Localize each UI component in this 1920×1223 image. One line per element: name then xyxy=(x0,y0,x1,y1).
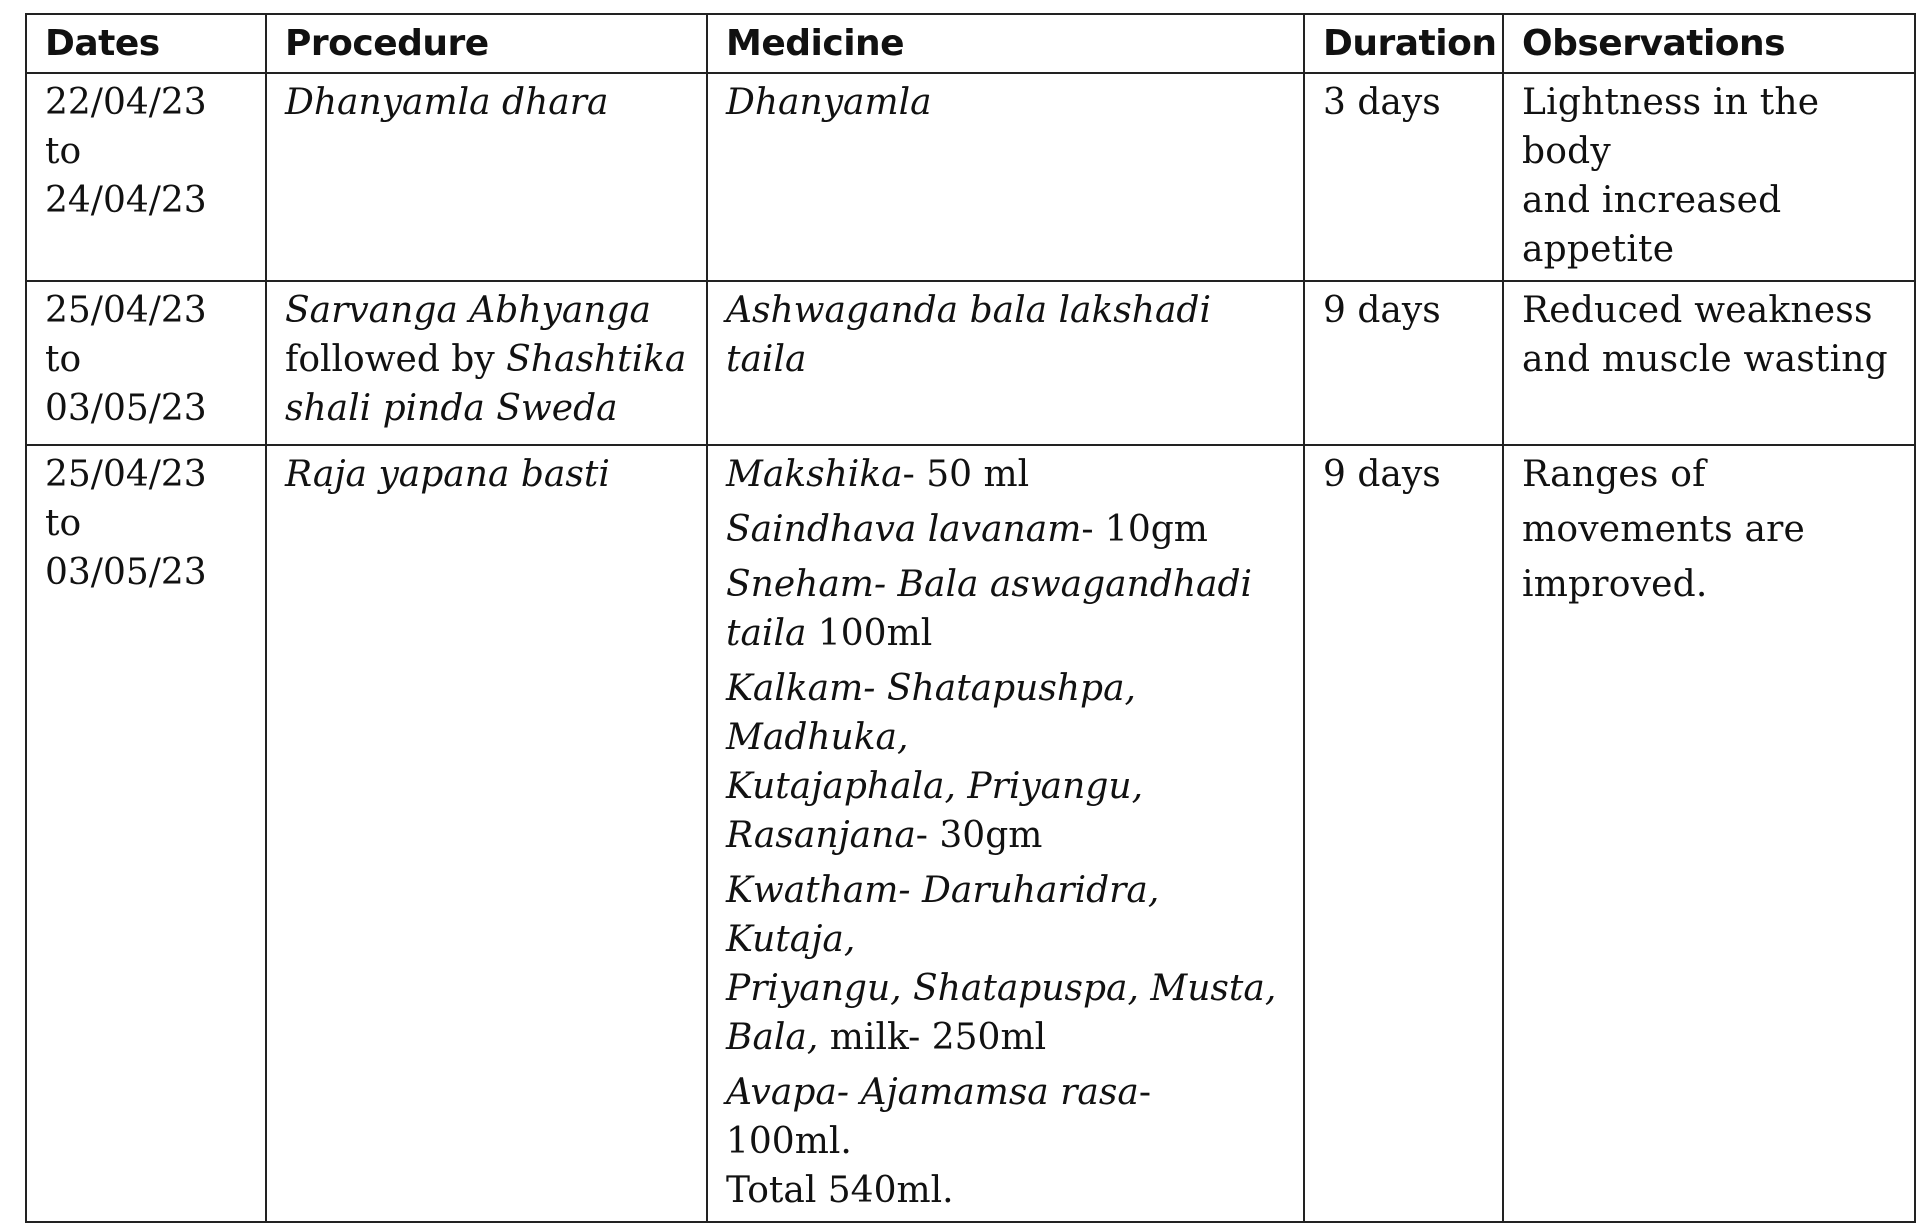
date-from: 25/04/23 xyxy=(45,290,207,331)
medicine-italic: Sneham- Bala aswagandhadi xyxy=(726,564,1253,605)
procedure-text: Sarvanga Abhyanga xyxy=(285,290,651,331)
date-to-word: to xyxy=(45,339,82,380)
medicine-text: Ashwaganda bala lakshadi taila xyxy=(726,290,1211,380)
cell-observations xyxy=(1503,73,1915,281)
cell-duration xyxy=(1304,73,1503,281)
cell-duration xyxy=(1304,281,1503,445)
date-from: 22/04/23 xyxy=(45,82,207,123)
medicine-italic: Bala, xyxy=(726,1017,819,1058)
header-duration: Duration xyxy=(1304,14,1503,73)
date-to-word: to xyxy=(45,503,82,544)
cell-dates xyxy=(26,73,266,281)
observation-line: appetite xyxy=(1522,229,1675,270)
medicine-text: Dhanyamla xyxy=(726,82,932,123)
medicine-item-avapa xyxy=(726,1068,1285,1215)
medicine-italic: Makshika xyxy=(726,454,903,495)
procedure-text: Dhanyamla dhara xyxy=(285,82,609,123)
medicine-italic: Rasanjana xyxy=(726,815,916,856)
procedure-italic: Shashtika xyxy=(506,339,687,380)
observation-line: and muscle wasting xyxy=(1522,339,1888,380)
medicine-italic: Avapa- Ajamamsa rasa xyxy=(726,1072,1139,1113)
procedure-text: shali pinda Sweda xyxy=(285,388,618,429)
medicine-plain: - 10gm xyxy=(1081,509,1208,550)
date-to: 24/04/23 xyxy=(45,180,207,221)
cell-medicine xyxy=(707,445,1304,1222)
cell-procedure xyxy=(266,445,707,1222)
medicine-item-kalkam xyxy=(726,664,1285,860)
duration-text: 3 days xyxy=(1323,82,1441,123)
procedure-text-line xyxy=(285,335,688,384)
treatment-table xyxy=(25,13,1916,1223)
medicine-italic: Kutajaphala, Priyangu, xyxy=(726,766,1144,807)
medicine-plain: milk- 250ml xyxy=(818,1017,1047,1058)
medicine-plain: - 30gm xyxy=(915,815,1043,856)
observation-line: improved. xyxy=(1522,564,1708,605)
header-observations: Observations xyxy=(1503,14,1915,73)
observation-line: Lightness in the body xyxy=(1522,82,1820,172)
duration-text: 9 days xyxy=(1323,454,1441,495)
cell-medicine xyxy=(707,73,1304,281)
date-to: 03/05/23 xyxy=(45,552,207,593)
date-to-word: to xyxy=(45,131,82,172)
observation-line: Reduced weakness xyxy=(1522,290,1873,331)
duration-text: 9 days xyxy=(1323,290,1441,331)
medicine-total: Total 540ml. xyxy=(726,1170,954,1211)
table-row xyxy=(26,281,1915,445)
cell-procedure xyxy=(266,73,707,281)
medicine-plain: 100ml xyxy=(806,613,933,654)
medicine-italic: Priyangu, Shatapuspa, Musta, xyxy=(726,968,1277,1009)
cell-dates xyxy=(26,445,266,1222)
medicine-item-makshika xyxy=(726,450,1285,499)
medicine-item-saindhava xyxy=(726,505,1285,554)
observation-line: movements are xyxy=(1522,509,1806,550)
medicine-italic: Kalkam- Shatapushpa, Madhuka, xyxy=(726,668,1136,758)
cell-observations xyxy=(1503,445,1915,1222)
cell-dates xyxy=(26,281,266,445)
medicine-plain: - 100ml. xyxy=(726,1072,1151,1162)
header-dates: Dates xyxy=(26,14,266,73)
medicine-italic: taila xyxy=(726,613,807,654)
cell-procedure xyxy=(266,281,707,445)
procedure-plain: followed by xyxy=(285,339,507,380)
cell-medicine xyxy=(707,281,1304,445)
table-header-row xyxy=(26,14,1915,73)
date-to: 03/05/23 xyxy=(45,388,207,429)
observation-line: and increased xyxy=(1522,180,1782,221)
medicine-item-sneham xyxy=(726,560,1285,658)
cell-duration xyxy=(1304,445,1503,1222)
medicine-plain: - 50 ml xyxy=(902,454,1030,495)
date-from: 25/04/23 xyxy=(45,454,207,495)
procedure-text: Raja yapana basti xyxy=(285,454,610,495)
medicine-italic: Saindhava lavanam xyxy=(726,509,1082,550)
table-row xyxy=(26,445,1915,1222)
cell-observations xyxy=(1503,281,1915,445)
medicine-italic: Kwatham- Daruharidra, Kutaja, xyxy=(726,870,1160,960)
header-procedure: Procedure xyxy=(266,14,707,73)
header-medicine: Medicine xyxy=(707,14,1304,73)
table-row xyxy=(26,73,1915,281)
observation-line: Ranges of xyxy=(1522,454,1706,495)
medicine-item-kwatham xyxy=(726,866,1285,1062)
